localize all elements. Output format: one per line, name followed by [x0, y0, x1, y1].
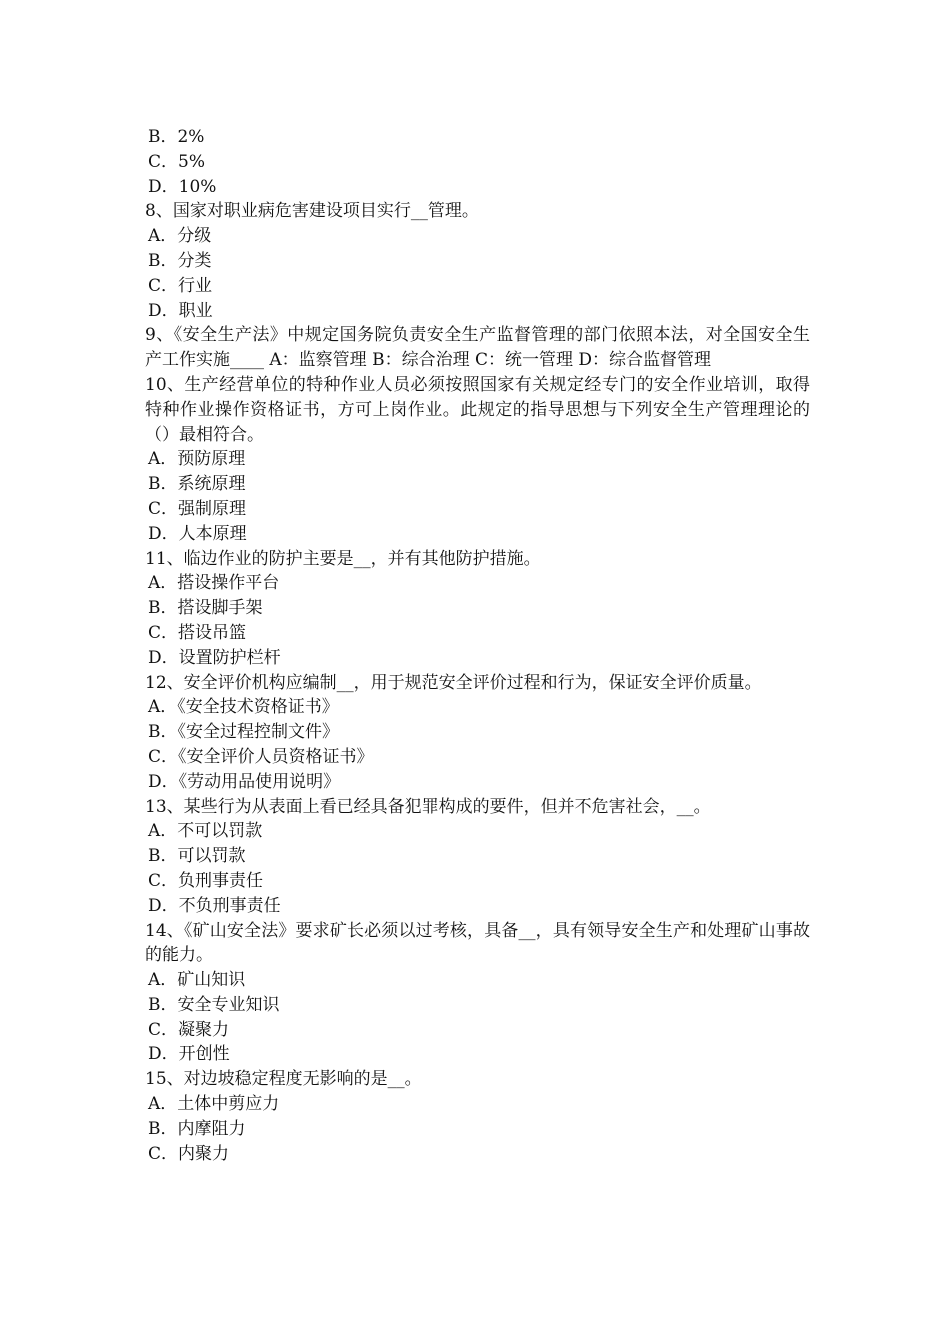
answer-option: D．职业 — [148, 300, 213, 321]
answer-option: A．分级 — [148, 226, 212, 247]
answer-option: A．土体中剪应力 — [148, 1094, 280, 1115]
answer-option: A．矿山知识 — [148, 970, 246, 991]
answer-option: D．人本原理 — [148, 523, 247, 544]
answer-option: D．开创性 — [148, 1044, 230, 1065]
answer-option: D．设置防护栏杆 — [148, 647, 281, 668]
question-text: 9、《安全生产法》中规定国务院负责安全生产监督管理的部门依照本法，对全国安全生产工作实施____ A：监察管理 B：综合治理 C：统一管理 D：综合监督管理 — [145, 325, 810, 371]
answer-option: B．搭设脚手架 — [148, 598, 263, 619]
answer-option: B．2% — [148, 127, 205, 147]
answer-option: A．搭设操作平台 — [148, 573, 280, 594]
answer-option: B．《安全过程控制文件》 — [148, 722, 339, 743]
question-list — [145, 125, 810, 1166]
answer-option: A．预防原理 — [148, 449, 246, 470]
answer-option: B．可以罚款 — [148, 846, 246, 867]
answer-option: D．《劳动用品使用说明》 — [148, 771, 341, 792]
answer-option: D．不负刑事责任 — [148, 895, 281, 916]
answer-option: C．强制原理 — [148, 498, 247, 519]
answer-option: C．行业 — [148, 275, 213, 296]
question-text: 10、生产经营单位的特种作业人员必须按照国家有关规定经专门的安全作业培训，取得特种作业操作资格证书，方可上岗作业。此规定的指导思想与下列安全生产管理理论的（）最相符合。 — [145, 374, 810, 445]
question-text: 8、国家对职业病危害建设项目实行__管理。 — [145, 201, 479, 222]
answer-option: C．搭设吊篮 — [148, 622, 247, 643]
answer-option: A．《安全技术资格证书》 — [148, 697, 339, 718]
answer-option: C．《安全评价人员资格证书》 — [148, 746, 374, 767]
answer-option: C．凝聚力 — [148, 1019, 230, 1040]
answer-option: D．10% — [148, 176, 217, 197]
question-text: 11、临边作业的防护主要是__，并有其他防护措施。 — [145, 548, 541, 569]
answer-option: B．内摩阻力 — [148, 1118, 246, 1139]
answer-option: A．不可以罚款 — [148, 821, 263, 842]
question-text: 15、对边坡稳定程度无影响的是__。 — [145, 1069, 422, 1090]
question-text: 14、《矿山安全法》要求矿长必须以过考核，具备__，具有领导安全生产和处理矿山事故的能力。 — [145, 920, 810, 966]
answer-option: B．分类 — [148, 250, 212, 271]
question-text: 12、安全评价机构应编制__，用于规范安全评价过程和行为，保证安全评价质量。 — [145, 672, 762, 693]
answer-option: B．系统原理 — [148, 474, 246, 495]
question-text: 13、某些行为从表面上看已经具备犯罪构成的要件，但并不危害社会，__。 — [145, 796, 711, 817]
answer-option: C．内聚力 — [148, 1143, 230, 1164]
answer-option: C．5% — [148, 151, 205, 172]
answer-option: B．安全专业知识 — [148, 994, 280, 1015]
answer-option: C．负刑事责任 — [148, 870, 264, 891]
document-page — [145, 125, 810, 1166]
